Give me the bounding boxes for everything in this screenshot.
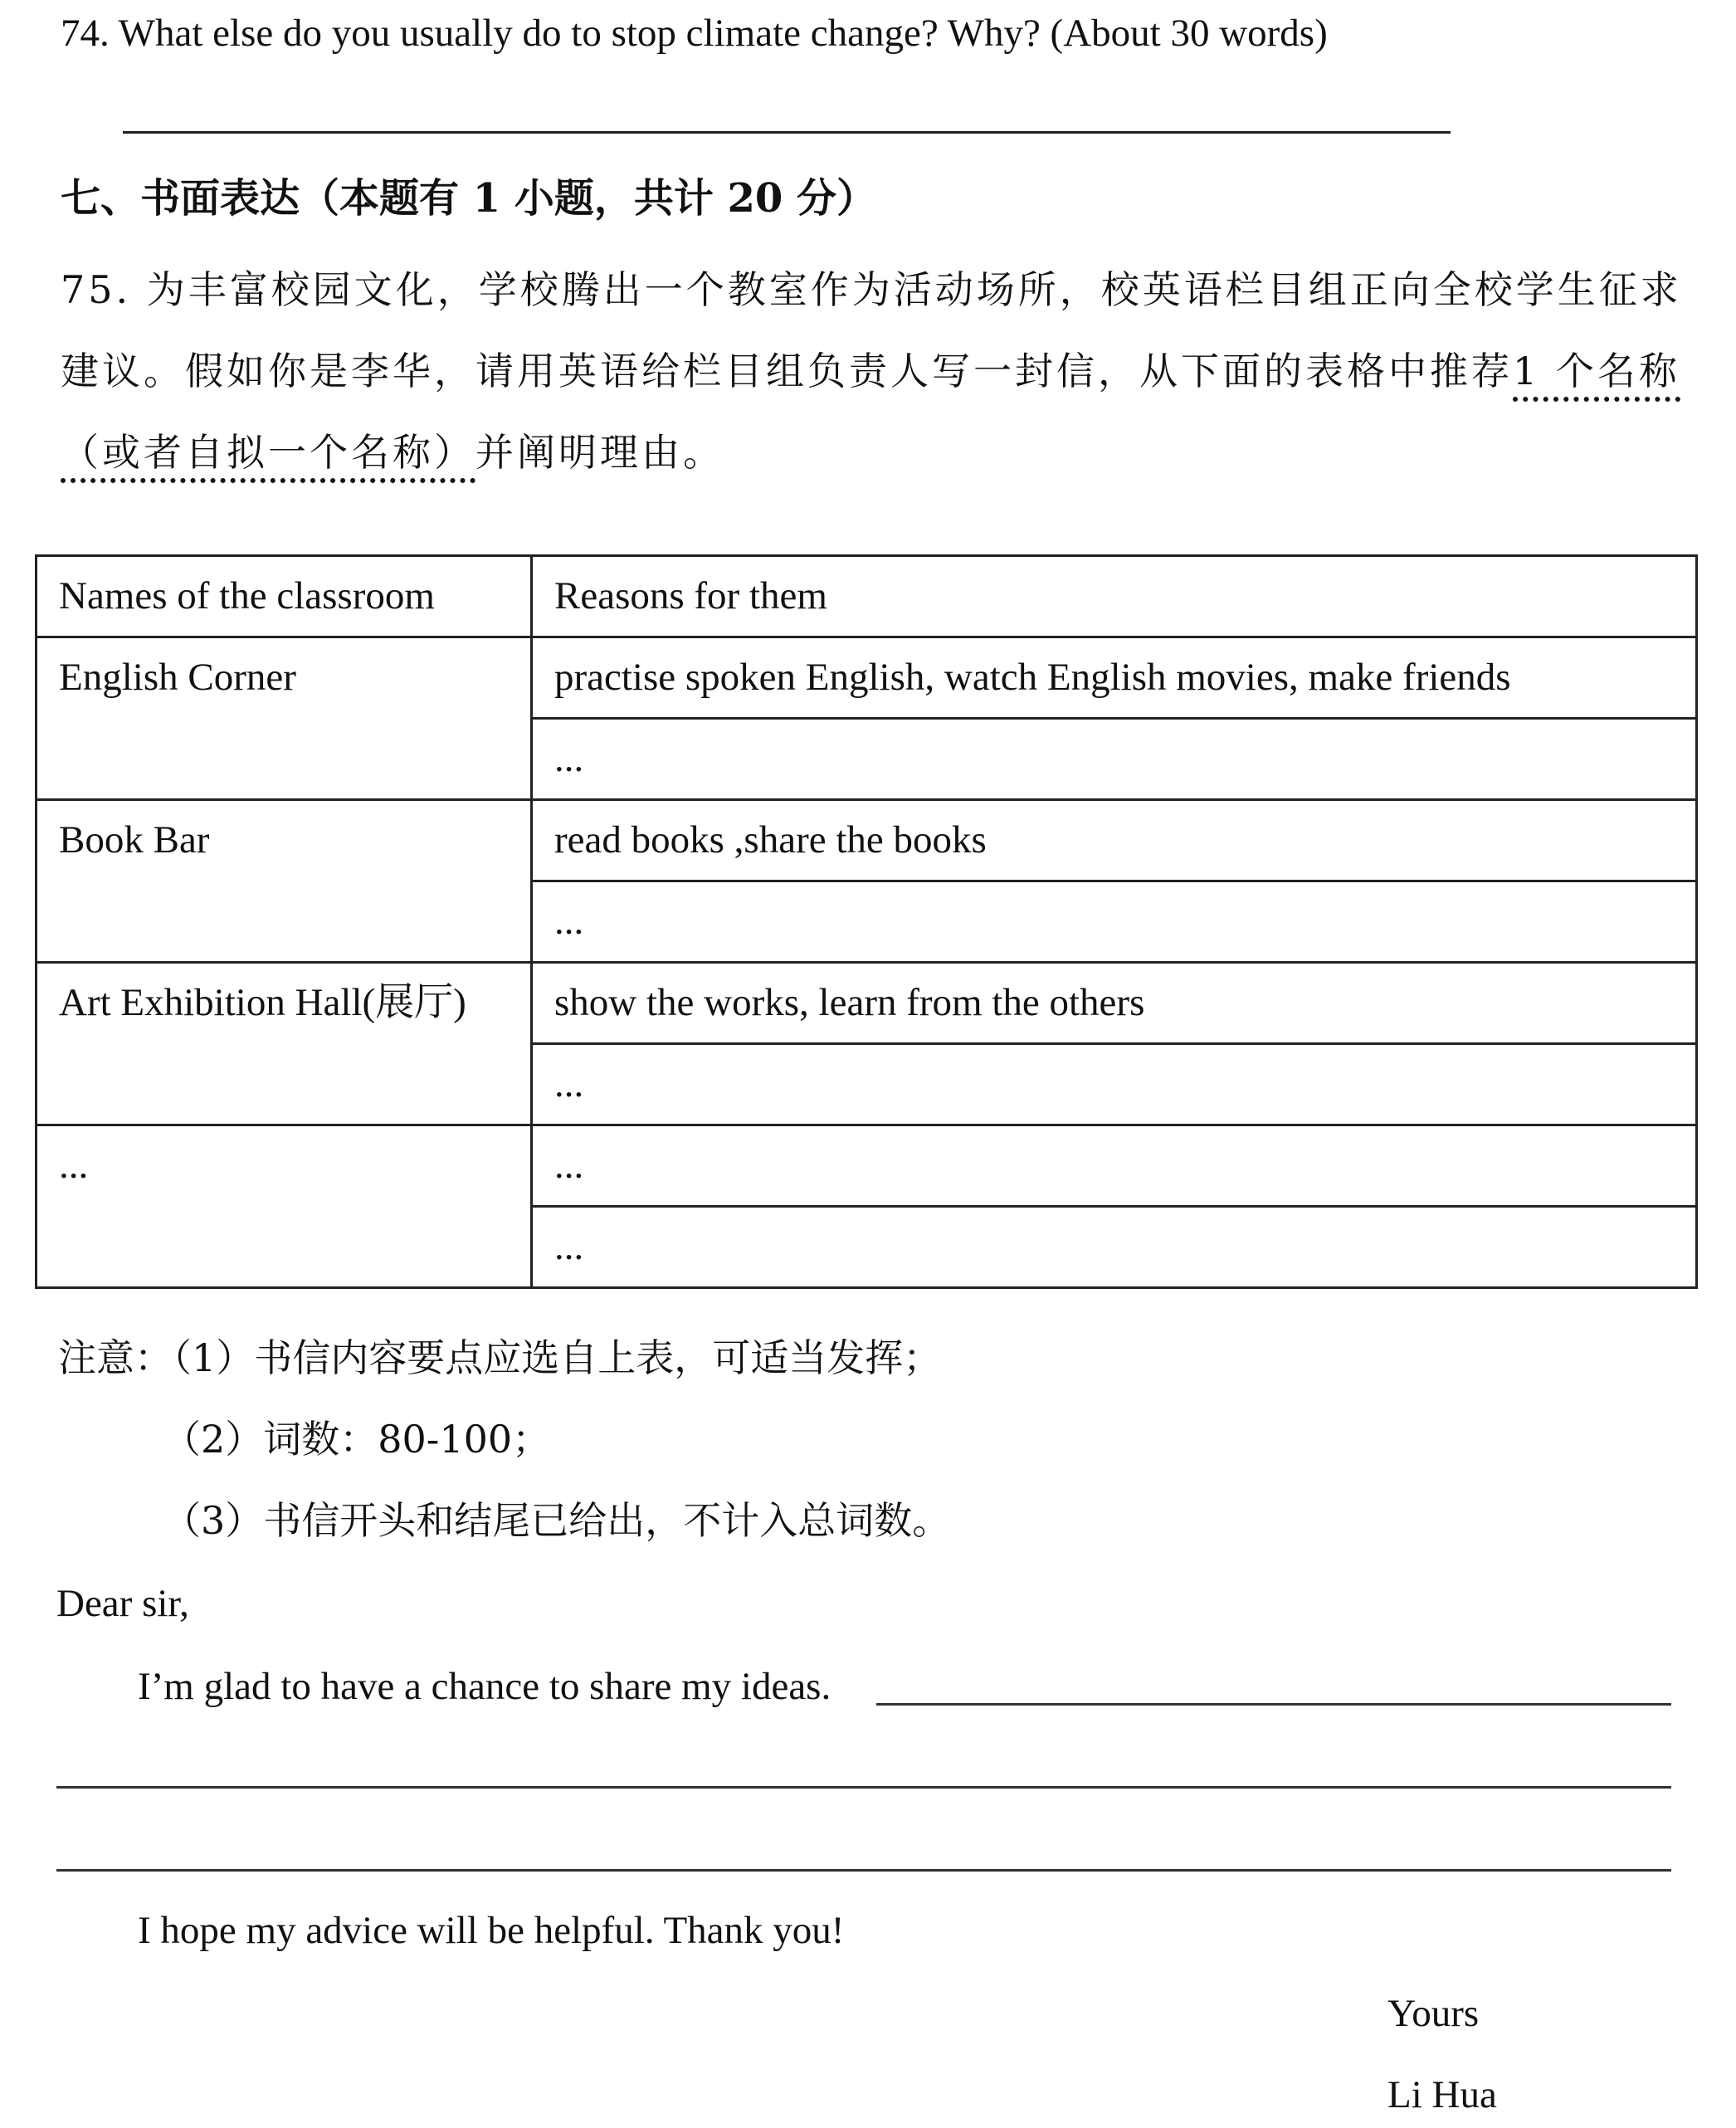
answer-line-3[interactable] — [56, 1869, 1671, 1872]
classroom-name-cell: ... — [37, 1125, 532, 1288]
note-2: （2）词数：80-100； — [163, 1417, 551, 1462]
reason-cell: practise spoken English, watch English movies, make friends — [532, 637, 1697, 719]
reason-cell: read books ,share the books — [532, 800, 1697, 881]
table-header-row — [37, 556, 1697, 637]
letter-greeting: Dear sir, — [56, 1582, 189, 1625]
answer-line-74[interactable] — [123, 131, 1451, 134]
classroom-names-table — [35, 554, 1698, 1289]
question-74-prompt: 74. What else do you usually do to stop climate change? Why? (About 30 words) — [61, 12, 1328, 55]
classroom-name-cell: Book Bar — [37, 800, 532, 963]
letter-signoff: Yours — [1387, 1992, 1480, 2035]
header-reasons: Reasons for them — [532, 556, 1697, 637]
classroom-name-cell: Art Exhibition Hall(展厅) — [37, 963, 532, 1125]
letter-signature: Li Hua — [1387, 2073, 1497, 2116]
note-1: 注意：（1）书信内容要点应选自上表，可适当发挥； — [58, 1335, 942, 1380]
classroom-name-cell: English Corner — [37, 637, 532, 800]
reason-cell: ... — [532, 1207, 1697, 1288]
section-heading: 七、书面表达（本题有 1 小题，共计 20 分） — [61, 175, 877, 222]
q75-text-after: 并阐明理由。 — [475, 430, 724, 475]
table-row — [37, 637, 1697, 719]
answer-line-2[interactable] — [56, 1786, 1671, 1789]
letter-opening: I’m glad to have a chance to share my ideas. — [138, 1665, 831, 1708]
q75-text-before: 75. 为丰富校园文化，学校腾出一个教室作为活动场所，校英语栏目组正向全校学生征求建议。假如你是李华，请用英语给栏目组负责人写一封信，从下面的表格中推荐 — [61, 267, 1682, 393]
answer-line-1[interactable] — [876, 1703, 1671, 1706]
table-row — [37, 963, 1697, 1044]
note-3: （3）书信开头和结尾已给出，不计入总词数。 — [163, 1498, 951, 1543]
reason-cell: ... — [532, 1125, 1697, 1207]
reason-cell: ... — [532, 881, 1697, 963]
reason-cell: show the works, learn from the others — [532, 963, 1697, 1044]
q75-emphasis: 1 个名称（或者自拟一个名称） — [61, 349, 1680, 483]
reason-cell: ... — [532, 719, 1697, 800]
table-row — [37, 1125, 1697, 1207]
letter-closing: I hope my advice will be helpful. Thank you! — [138, 1909, 845, 1952]
table-row — [37, 800, 1697, 881]
question-75-prompt — [61, 249, 1687, 493]
reason-cell: ... — [532, 1044, 1697, 1125]
header-names: Names of the classroom — [37, 556, 532, 637]
